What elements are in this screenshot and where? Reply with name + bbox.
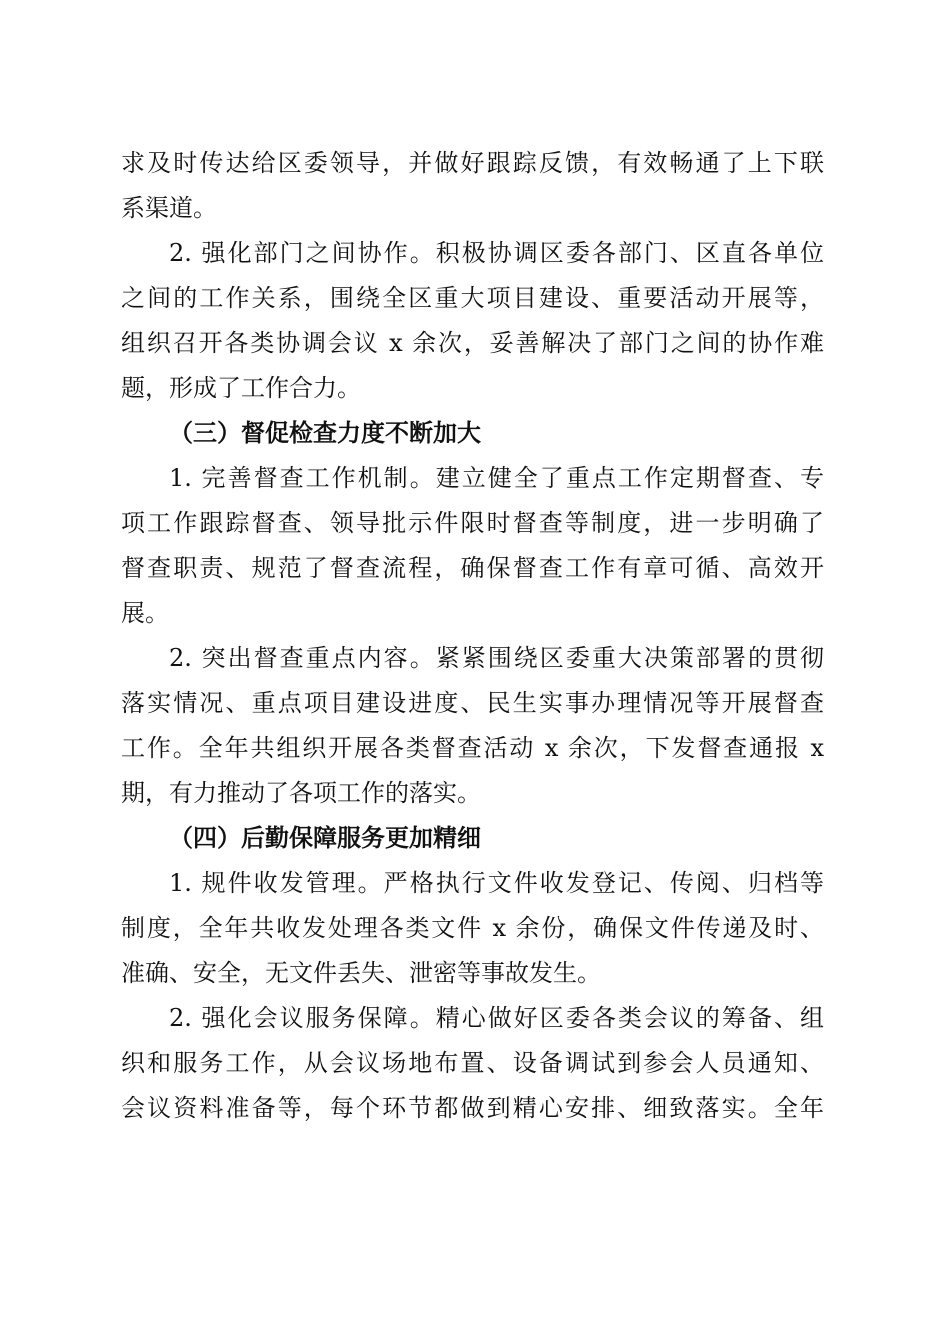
text-line: 2. 突出督查重点内容。紧紧围绕区委重大决策部署的贯彻 <box>169 644 824 672</box>
text-line: 展。 <box>121 599 169 627</box>
text-line: 织和服务工作，从会议场地布置、设备调试到参会人员通知、 <box>121 1049 824 1077</box>
text-line: 题，形成了工作合力。 <box>121 374 361 402</box>
text-line: 系渠道。 <box>121 194 217 222</box>
text-line: 2. 强化部门之间协作。积极协调区委各部门、区直各单位 <box>169 239 824 267</box>
text-line: 会议资料准备等，每个环节都做到精心安排、细致落实。全年 <box>121 1094 824 1122</box>
text-line: 督查职责、规范了督查流程，确保督查工作有章可循、高效开 <box>121 554 824 582</box>
text-line: 期，有力推动了各项工作的落实。 <box>121 779 481 807</box>
text-line: 2. 强化会议服务保障。精心做好区委各类会议的筹备、组 <box>169 1004 824 1032</box>
text-line: 求及时传达给区委领导，并做好跟踪反馈，有效畅通了上下联 <box>121 149 824 177</box>
section-heading: （三）督促检查力度不断加大 <box>169 419 481 447</box>
text-line: 组织召开各类协调会议 x 余次，妥善解决了部门之间的协作难 <box>121 329 824 357</box>
text-line: 准确、安全，无文件丢失、泄密等事故发生。 <box>121 959 601 987</box>
text-line: 制度，全年共收发处理各类文件 x 余份，确保文件传递及时、 <box>121 914 824 942</box>
text-line: 1. 规件收发管理。严格执行文件收发登记、传阅、归档等 <box>169 869 824 897</box>
text-line: 落实情况、重点项目建设进度、民生实事办理情况等开展督查 <box>121 689 824 717</box>
text-line: 项工作跟踪督查、领导批示件限时督查等制度，进一步明确了 <box>121 509 824 537</box>
section-heading: （四）后勤保障服务更加精细 <box>169 824 481 852</box>
text-line: 之间的工作关系，围绕全区重大项目建设、重要活动开展等， <box>121 284 824 312</box>
text-line: 工作。全年共组织开展各类督查活动 x 余次，下发督查通报 x <box>121 734 824 762</box>
text-line: 1. 完善督查工作机制。建立健全了重点工作定期督查、专 <box>169 464 824 492</box>
